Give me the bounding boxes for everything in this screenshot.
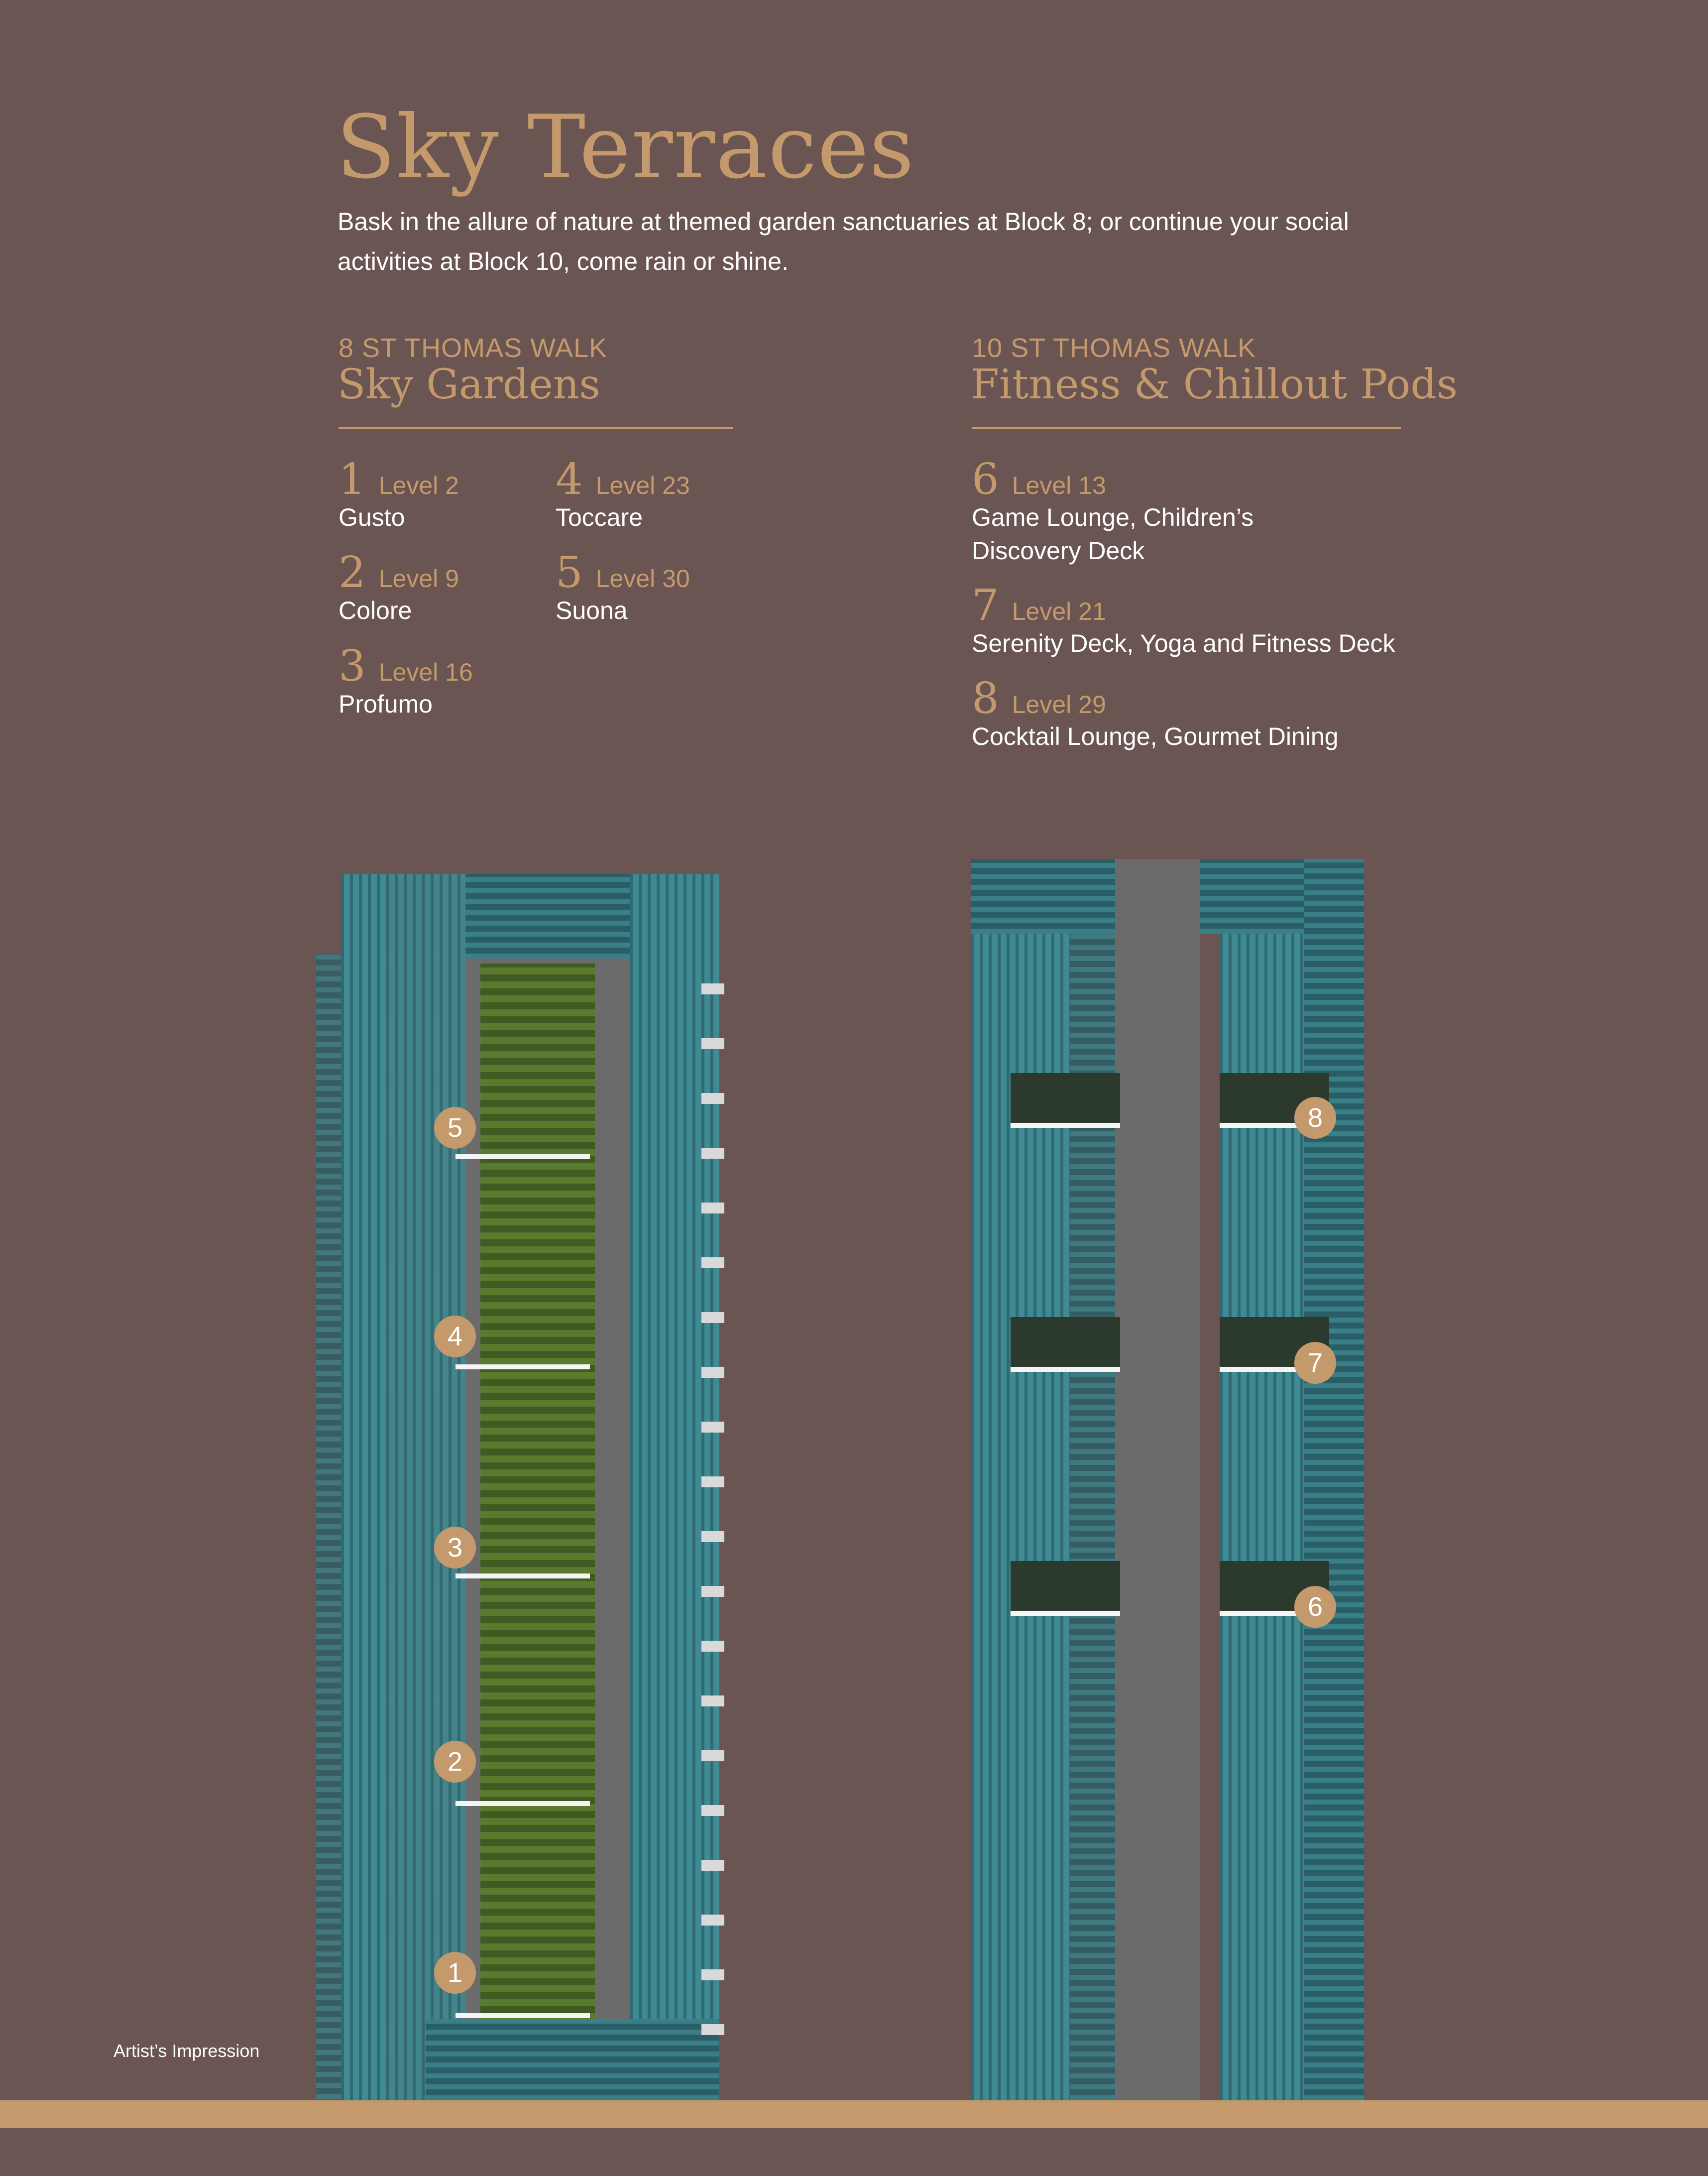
item-number: 1 bbox=[339, 455, 366, 504]
list-item bbox=[972, 674, 1420, 753]
terrace-slab bbox=[455, 1801, 590, 1806]
building-core bbox=[1115, 859, 1200, 2100]
right-section-divider bbox=[972, 427, 1401, 429]
balcony-fin bbox=[701, 1805, 724, 1816]
item-name: Toccare bbox=[556, 503, 643, 531]
facade-glass bbox=[465, 874, 630, 959]
item-number: 3 bbox=[339, 641, 366, 691]
item-level: Level 9 bbox=[378, 565, 459, 593]
block-10-elevation-image bbox=[971, 859, 1364, 2100]
item-name: Game Lounge, Children’s Discovery Deck bbox=[972, 503, 1254, 565]
balcony-fin bbox=[701, 1969, 724, 1980]
list-item bbox=[339, 455, 459, 534]
balcony-fin bbox=[701, 1586, 724, 1597]
block-8-elevation-image bbox=[316, 874, 724, 2100]
balcony-fin bbox=[701, 1641, 724, 1652]
artists-impression-caption: Artist’s Impression bbox=[114, 2041, 260, 2061]
page-title: Sky Terraces bbox=[336, 97, 915, 198]
item-name: Suona bbox=[556, 597, 628, 624]
left-section-divider bbox=[339, 427, 733, 429]
marker-7: 7 bbox=[1294, 1342, 1336, 1384]
terrace-slab bbox=[1011, 1367, 1120, 1372]
facade-glass bbox=[341, 874, 386, 2100]
marker-5: 5 bbox=[434, 1107, 476, 1149]
balcony-fin bbox=[701, 983, 724, 994]
facade-glass bbox=[316, 954, 341, 2099]
balcony-fin bbox=[701, 1476, 724, 1487]
item-level: Level 16 bbox=[378, 658, 473, 686]
bottom-accent-band bbox=[0, 2100, 1708, 2128]
item-level: Level 21 bbox=[1012, 598, 1106, 625]
item-name: Profumo bbox=[339, 690, 433, 718]
item-number: 5 bbox=[556, 548, 583, 598]
list-item bbox=[972, 455, 1420, 568]
marker-3: 3 bbox=[434, 1527, 476, 1569]
balcony-fin bbox=[701, 1860, 724, 1871]
intro-paragraph: Bask in the allure of nature at themed garden sanctuaries at Block 8; or continue your social activities at Block 10, come rain or shine. bbox=[338, 208, 1349, 275]
item-name: Colore bbox=[339, 597, 412, 624]
item-name: Gusto bbox=[339, 503, 405, 531]
marker-1: 1 bbox=[434, 1952, 476, 1994]
item-number: 6 bbox=[972, 455, 999, 504]
list-item bbox=[972, 581, 1420, 660]
terrace-slab bbox=[1011, 1123, 1120, 1128]
terrace-slab bbox=[455, 1154, 590, 1159]
terrace-slab bbox=[455, 1364, 590, 1369]
item-level: Level 13 bbox=[1012, 472, 1106, 499]
facade-glass bbox=[1304, 859, 1364, 2100]
item-number: 4 bbox=[556, 455, 583, 504]
balcony-fin bbox=[701, 1422, 724, 1433]
facade-glass bbox=[971, 859, 1115, 934]
item-number: 2 bbox=[339, 548, 366, 598]
marker-8: 8 bbox=[1294, 1097, 1336, 1139]
list-item bbox=[339, 548, 459, 627]
balcony-fin bbox=[701, 1203, 724, 1213]
terrace-pod bbox=[1011, 1561, 1120, 1611]
item-number: 7 bbox=[972, 581, 999, 630]
item-level: Level 29 bbox=[1012, 691, 1106, 719]
item-level: Level 2 bbox=[378, 472, 459, 499]
marker-4: 4 bbox=[434, 1316, 476, 1357]
balcony-fin bbox=[701, 1148, 724, 1159]
balcony-fin bbox=[701, 2024, 724, 2035]
terrace-slab bbox=[1011, 1611, 1120, 1616]
balcony-fin bbox=[701, 1038, 724, 1049]
balcony-fin bbox=[701, 1093, 724, 1104]
list-item bbox=[339, 641, 473, 721]
balcony-fin bbox=[701, 1915, 724, 1926]
left-section-kicker: 8 ST THOMAS WALK bbox=[339, 333, 608, 363]
item-level: Level 30 bbox=[595, 565, 690, 593]
item-name: Serenity Deck, Yoga and Fitness Deck bbox=[972, 629, 1395, 657]
balcony-fin bbox=[701, 1695, 724, 1706]
item-number: 8 bbox=[972, 674, 999, 724]
balcony-fin bbox=[701, 1367, 724, 1378]
item-name: Cocktail Lounge, Gourmet Dining bbox=[972, 723, 1339, 750]
balcony-fin bbox=[701, 1257, 724, 1268]
terrace-pod bbox=[1011, 1073, 1120, 1123]
balcony-fin bbox=[701, 1750, 724, 1761]
right-section-kicker: 10 ST THOMAS WALK bbox=[972, 333, 1256, 363]
list-item bbox=[556, 548, 690, 627]
facade-glass bbox=[386, 874, 465, 2100]
terrace-slab bbox=[455, 1573, 590, 1578]
vertical-garden bbox=[480, 964, 595, 2069]
terrace-pod bbox=[1011, 1317, 1120, 1367]
marker-6: 6 bbox=[1294, 1586, 1336, 1628]
terrace-slab bbox=[455, 2013, 590, 2018]
balcony-fin bbox=[701, 1531, 724, 1542]
list-item bbox=[556, 455, 690, 534]
right-section-heading: Fitness & Chillout Pods bbox=[971, 361, 1458, 408]
left-section-heading: Sky Gardens bbox=[338, 361, 600, 408]
marker-2: 2 bbox=[434, 1741, 476, 1783]
item-level: Level 23 bbox=[595, 472, 690, 499]
balcony-fin bbox=[701, 1312, 724, 1323]
facade-glass bbox=[426, 2019, 719, 2100]
